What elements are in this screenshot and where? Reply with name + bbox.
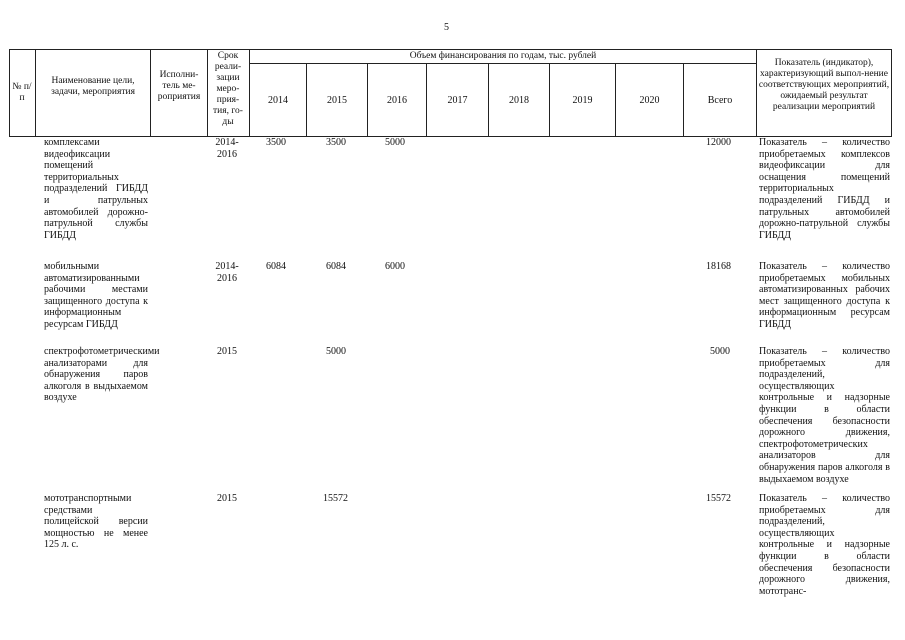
year-total: Всего [707,95,733,106]
row3-name: спектрофотометрическими анализаторами для обнаружения паров алкоголя в выдыхаемом воздухе [44,346,160,404]
row2-2015: 6084 [326,261,346,272]
year-2017: 2017 [447,95,468,106]
header-num: № п/п [12,82,32,103]
col-line [891,49,892,137]
row4-total: 15572 [706,493,731,504]
header-term: Срок реали-зации меро-прия-тия, го-ды [213,51,243,127]
col-line [249,49,250,137]
year-2016: 2016 [387,95,407,106]
row4-term: 2015 [217,493,237,504]
header-executor: Исполни-тель ме-роприятия [157,70,201,102]
year-2015: 2015 [327,95,347,106]
row1-name: комплексами видеофиксации помещений территориальных подразделений ГИБДД и патрульных автомобилей дорожно-патрульной службы ГИБДД [44,137,148,241]
row3-indicator: Показатель – количество приобретаемых для подразделений, осуществляющих контрольные и надзорные функции в области обеспечения безопасности дорожного движения, спектрофотометрических анализаторов для обнаружения паров алкоголя в выдыхаемом воздухе [759,346,890,485]
col-line [35,49,36,137]
row3-term: 2015 [217,346,237,357]
row3-total: 5000 [710,346,730,357]
row4-2015: 15572 [323,493,348,504]
header-funding: Объем финансирования по годам, тыс. рублей [409,51,597,61]
row1-2016: 5000 [385,137,405,148]
col-line [150,49,151,137]
year-2014: 2014 [268,95,288,106]
header-indicator: Показатель (индикатор), характеризующий выпол-нение соответствующих мероприятий, ожидаемый результат реализации мероприятий [758,58,890,112]
header-name: Наименование цели, задачи, мероприятия [51,76,135,97]
row2-total: 18168 [706,261,731,272]
row4-indicator: Показатель – количество приобретаемых для подразделений, осуществляющих контрольные и надзорные функции в области обеспечения безопасности дорожного движения, мототранс- [759,493,890,597]
row1-indicator: Показатель – количество приобретаемых комплексов видеофиксации для оснащения помещений территориальных подразделений ГИБДД и патрульных автомобилей дорожно-патрульной службы ГИБДД [759,137,890,241]
row1-term: 2014-2016 [215,137,239,160]
col-line [756,49,757,137]
year-2020: 2020 [639,95,660,106]
page-number: 5 [444,22,449,33]
year-2018: 2018 [509,95,529,106]
row4-name: мототранспортными средствами полицейской версии мощностью не менее 125 л. с. [44,493,148,551]
row3-2015: 5000 [326,346,346,357]
row1-2014: 3500 [266,137,286,148]
header-top-border [9,49,892,50]
year-2019: 2019 [572,95,593,106]
funding-divider [249,63,756,64]
table-header [9,49,892,137]
row2-term: 2014-2016 [215,261,239,284]
row1-2015: 3500 [326,137,346,148]
row2-indicator: Показатель – количество приобретаемых мобильных автоматизированных рабочих мест защищенного доступа к информационным ресурсам ГИБДД [759,261,890,330]
row2-name: мобильными автоматизированными рабочими местами защищенного доступа к информационным ресурсам ГИБДД [44,261,148,330]
col-line [207,49,208,137]
row2-2014: 6084 [266,261,286,272]
row2-2016: 6000 [385,261,405,272]
row1-total: 12000 [706,137,731,148]
